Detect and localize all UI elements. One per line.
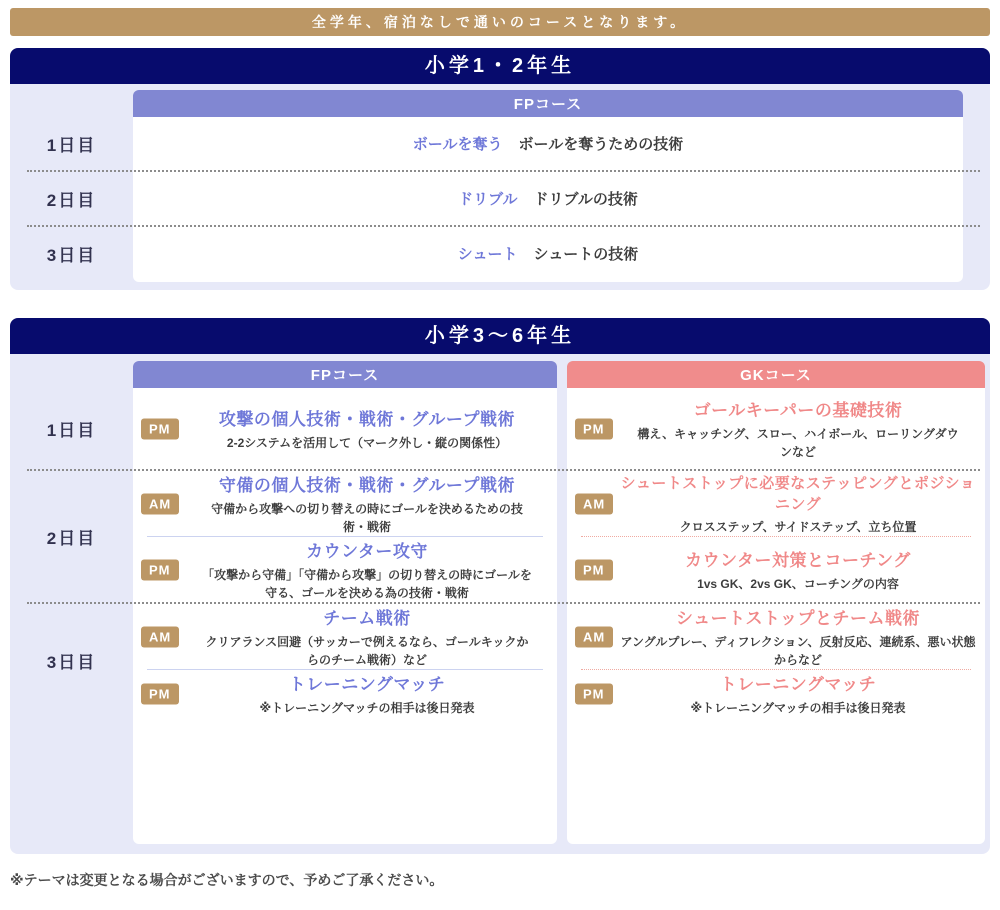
fp-slot-desc: クリアランス回避（サッカーで例えるなら、ゴールキックからのチーム戦術）など [205, 635, 529, 667]
day2-am-gk-cell [567, 471, 985, 536]
day2-pm-fp-cell [133, 537, 557, 602]
pm-badge: PM [575, 418, 613, 439]
pm-badge: PM [141, 683, 179, 704]
gk-slot-title: シュートストップに必要なステッピングとポジショニング [620, 474, 976, 513]
top-banner: 全学年、宿泊なしで通いのコースとなります。 [10, 8, 990, 36]
gk-slot-title: カウンター対策とコーチング [685, 551, 911, 570]
gk-slot-title: ゴールキーパーの基礎技術 [693, 401, 903, 420]
day3-desc: シュートの技術 [533, 246, 639, 263]
day2-content [133, 188, 963, 209]
day2-label: 2日目 [46, 529, 97, 548]
gk-slot-desc: 構え、キャッチング、スロー、ハイボール、ローリングダウンなど [637, 427, 959, 459]
fp-course-header: FPコース [133, 361, 557, 388]
day3-pm-gk-cell [567, 670, 985, 717]
section-grade-3-6 [10, 318, 990, 854]
day1-label: 1日目 [46, 421, 97, 440]
section-grade-1-2-body [10, 84, 990, 290]
gk-slot-desc: 1vs GK、2vs GK、コーチングの内容 [697, 577, 899, 591]
column-gap [557, 604, 567, 717]
day3-label: 3日目 [46, 246, 97, 265]
day2-pm-gk-cell [567, 537, 985, 602]
gk-slot-desc: ※トレーニングマッチの相手は後日発表 [690, 701, 906, 715]
am-badge: AM [575, 626, 613, 647]
day1-fp-column [133, 388, 557, 469]
fp-slot-title: トレーニングマッチ [288, 675, 446, 694]
gk-slot-title: トレーニングマッチ [719, 675, 877, 694]
day1-keyword: ボールを奪う [412, 136, 503, 153]
day2-keyword: ドリブル [458, 191, 518, 208]
fp-slot-desc: 守備から攻撃への切り替えの時にゴールを決めるための技術・戦術 [211, 502, 523, 534]
section-grade-1-2 [10, 48, 990, 290]
day1-content [133, 133, 963, 154]
schedule-rows [10, 388, 990, 717]
day1-pm-gk-cell [567, 388, 985, 469]
day3-keyword: シュート [457, 246, 518, 263]
day1-desc: ボールを奪うための技術 [518, 136, 684, 153]
day2-desc: ドリブルの技術 [533, 191, 638, 208]
fp-slot-title: 攻撃の個人技術・戦術・グループ戦術 [218, 410, 516, 429]
day3-gk-column [567, 604, 985, 717]
fp-slot-title: 守備の個人技術・戦術・グループ戦術 [218, 476, 516, 495]
column-gap [557, 471, 567, 602]
schedule-rows [10, 117, 963, 280]
day2-label: 2日目 [46, 191, 97, 210]
day3-label: 3日目 [46, 653, 97, 672]
gk-slot-desc: アングルプレー、ディフレクション、反射反応、連続系、悪い状態からなど [620, 635, 976, 667]
fp-slot-desc: 「攻撃から守備」「守備から攻撃」の切り替えの時にゴールを守る、ゴールを決める為の技術・戦術 [202, 568, 532, 600]
pm-badge: PM [575, 559, 613, 580]
day3-pm-fp-cell [133, 670, 557, 717]
day3-fp-column [133, 604, 557, 717]
section-grade-3-6-title: 小学3〜6年生 [10, 318, 990, 354]
section-grade-1-2-title: 小学1・2年生 [10, 48, 990, 84]
pm-badge: PM [141, 418, 179, 439]
day2-fp-column [133, 471, 557, 602]
day2-row [10, 471, 990, 602]
day2-am-fp-cell [133, 471, 557, 536]
section-grade-3-6-body [10, 354, 990, 854]
gk-slot-desc: クロスステップ、サイドステップ、立ち位置 [679, 519, 917, 534]
day1-row [10, 388, 990, 469]
day3-content [133, 243, 963, 264]
day2-gk-column [567, 471, 985, 602]
day3-am-gk-cell [567, 604, 985, 669]
day3-am-fp-cell [133, 604, 557, 669]
day3-row [10, 227, 963, 280]
day1-row [10, 117, 963, 170]
day1-pm-fp-cell [133, 388, 557, 469]
am-badge: AM [141, 493, 179, 514]
fp-slot-desc: ※トレーニングマッチの相手は後日発表 [259, 701, 475, 715]
fp-slot-title: カウンター攻守 [306, 542, 428, 561]
gk-course-header: GKコース [567, 361, 985, 388]
am-badge: AM [575, 493, 613, 514]
am-badge: AM [141, 626, 179, 647]
day1-label: 1日目 [46, 136, 97, 155]
day3-row [10, 604, 990, 717]
fp-course-header: FPコース [133, 90, 963, 117]
pm-badge: PM [141, 559, 179, 580]
fp-slot-title: チーム戦術 [323, 609, 411, 628]
day2-row [10, 172, 963, 225]
gk-slot-title: シュートストップとチーム戦術 [676, 609, 920, 628]
fp-slot-desc: 2‐2システムを活用して（マーク外し・縦の関係性） [226, 436, 508, 450]
column-gap [557, 388, 567, 469]
pm-badge: PM [575, 683, 613, 704]
day1-gk-column [567, 388, 985, 469]
disclaimer-note: ※テーマは変更となる場合がございますので、予めご了承ください。 [10, 872, 444, 888]
